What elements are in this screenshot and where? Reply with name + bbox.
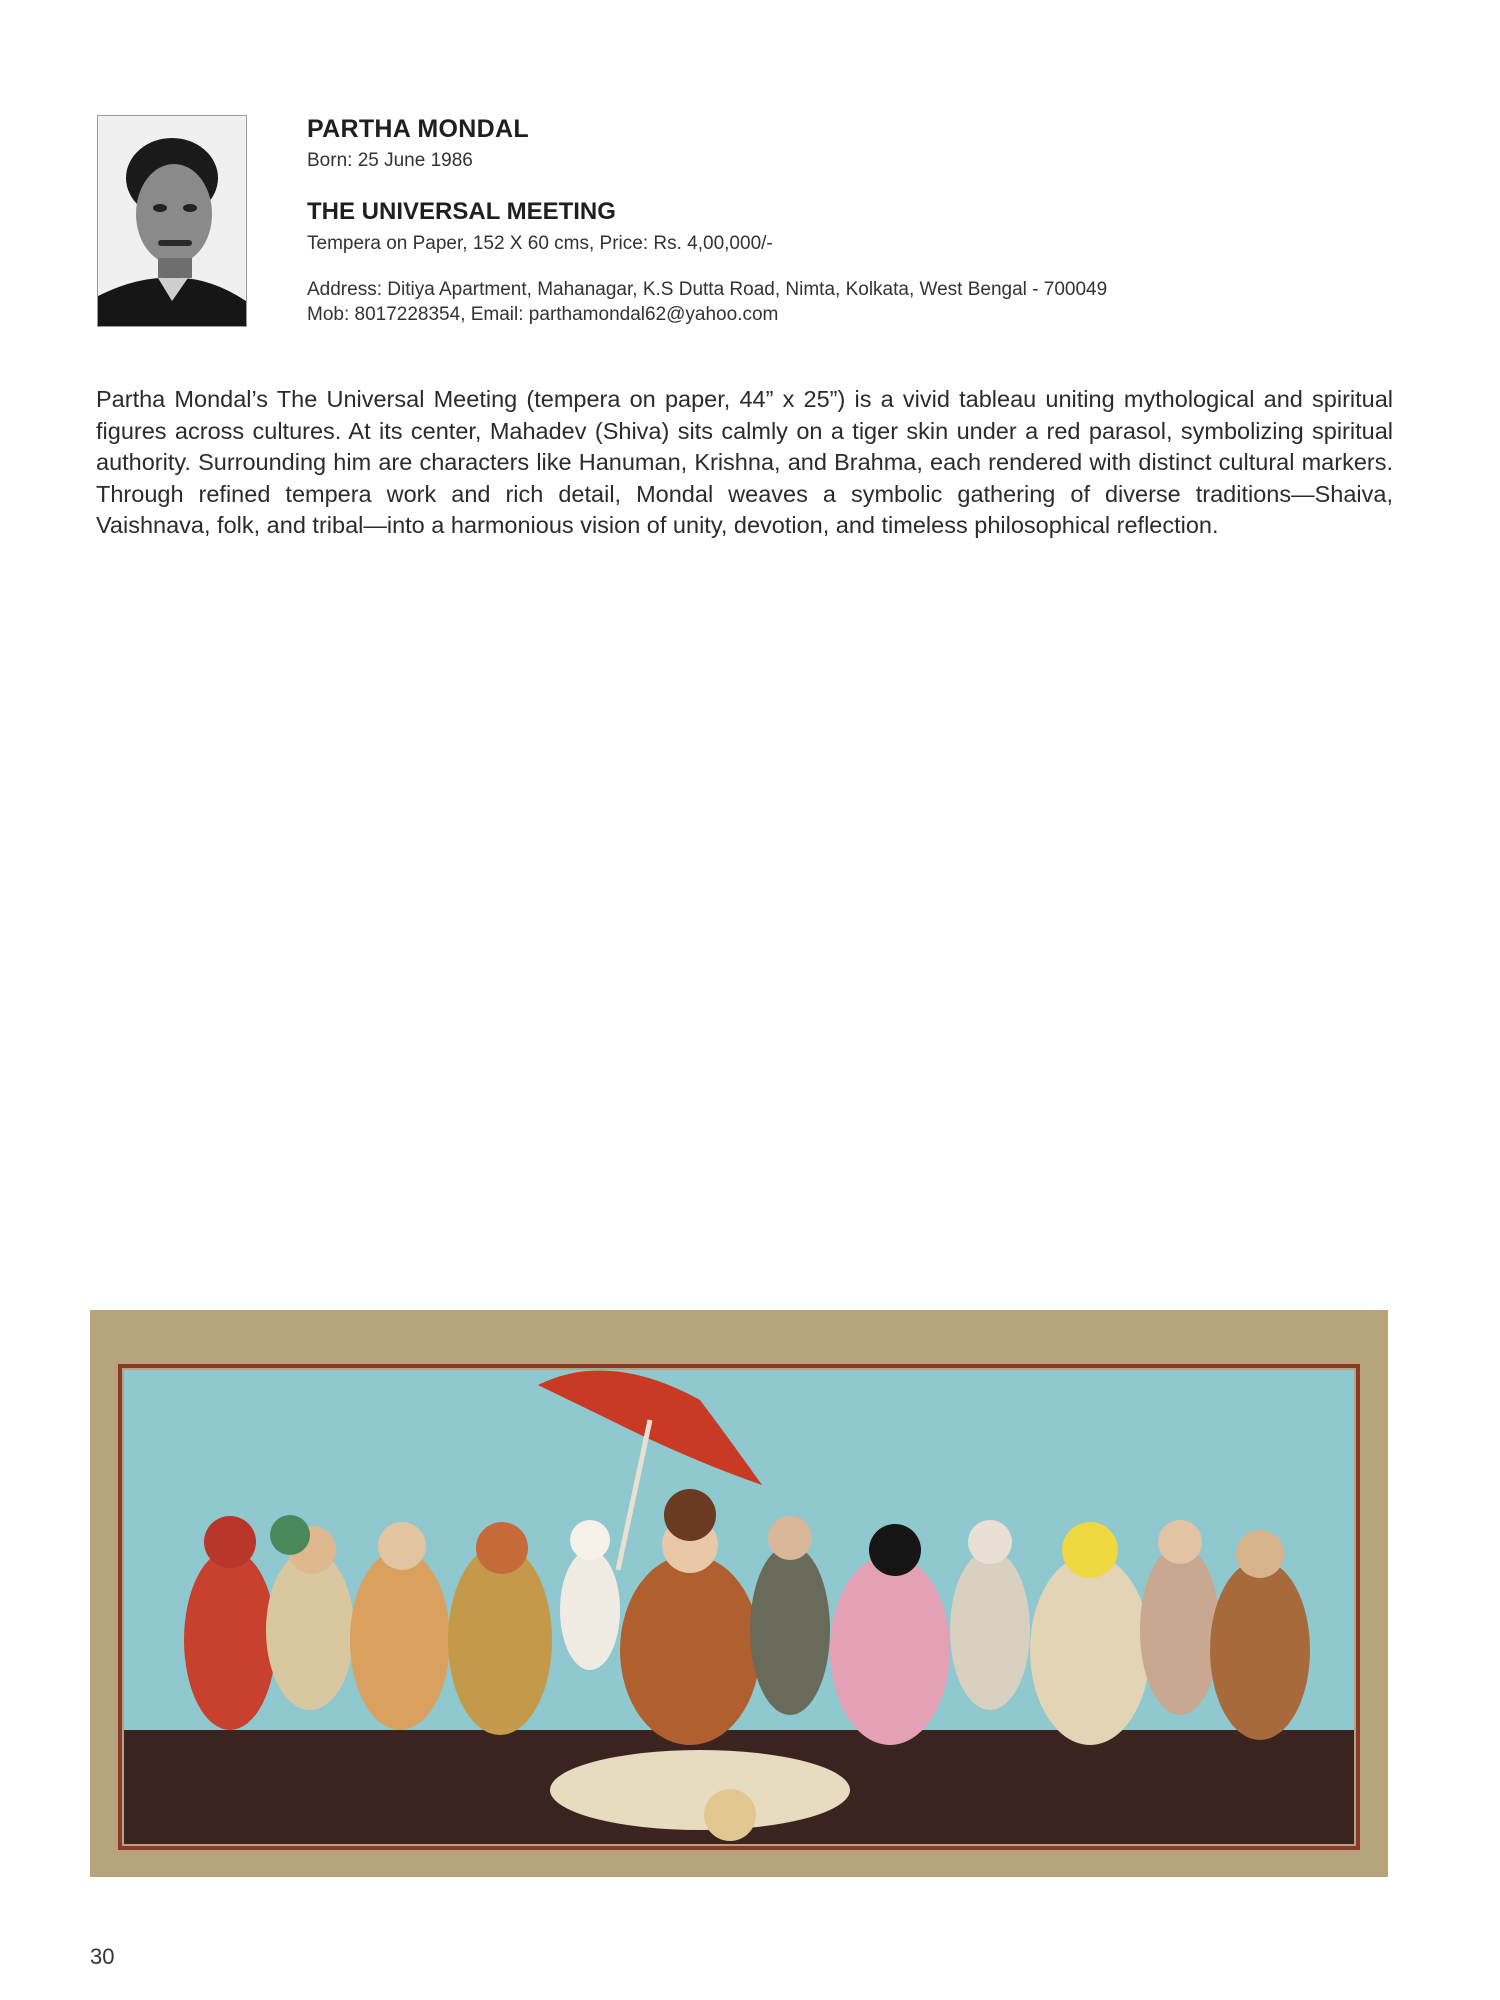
artwork-details: Tempera on Paper, 152 X 60 cms, Price: Rs. 4,00,000/- [307, 233, 773, 254]
artist-portrait-photo [97, 115, 247, 327]
artist-address: Address: Ditiya Apartment, Mahanagar, K.S Dutta Road, Nimta, Kolkata, West Bengal - 700049 [307, 279, 1108, 300]
artwork-description: Partha Mondal’s The Universal Meeting (tempera on paper, 44” x 25”) is a vivid tableau uniting mythological and spiritual figures across cultures. At its center, Mahadev (Shiva) sits calmly on a tiger skin under a red parasol, symbolizing spiritual authority. Surrounding him are characters like Hanuman, Krishna, and Brahma, each rendered with distinct cultural markers. Through refined tempera work and rich detail, Mondal weaves a symbolic gathering of diverse traditions—Shaiva, Vaishnava, folk, and tribal—into a harmonious vision of unity, devotion, and timeless philosophical reflection. [96, 386, 1393, 538]
artist-name: PARTHA MONDAL [307, 115, 529, 143]
artist-info-block [307, 112, 1307, 327]
artist-contact: Mob: 8017228354, Email: parthamondal62@yahoo.com [307, 304, 779, 325]
page-number: 30 [90, 1944, 115, 1969]
artist-birth-date: Born: 25 June 1986 [307, 150, 473, 171]
artwork-image [90, 1310, 1388, 1877]
artwork-title: THE UNIVERSAL MEETING [307, 198, 616, 225]
